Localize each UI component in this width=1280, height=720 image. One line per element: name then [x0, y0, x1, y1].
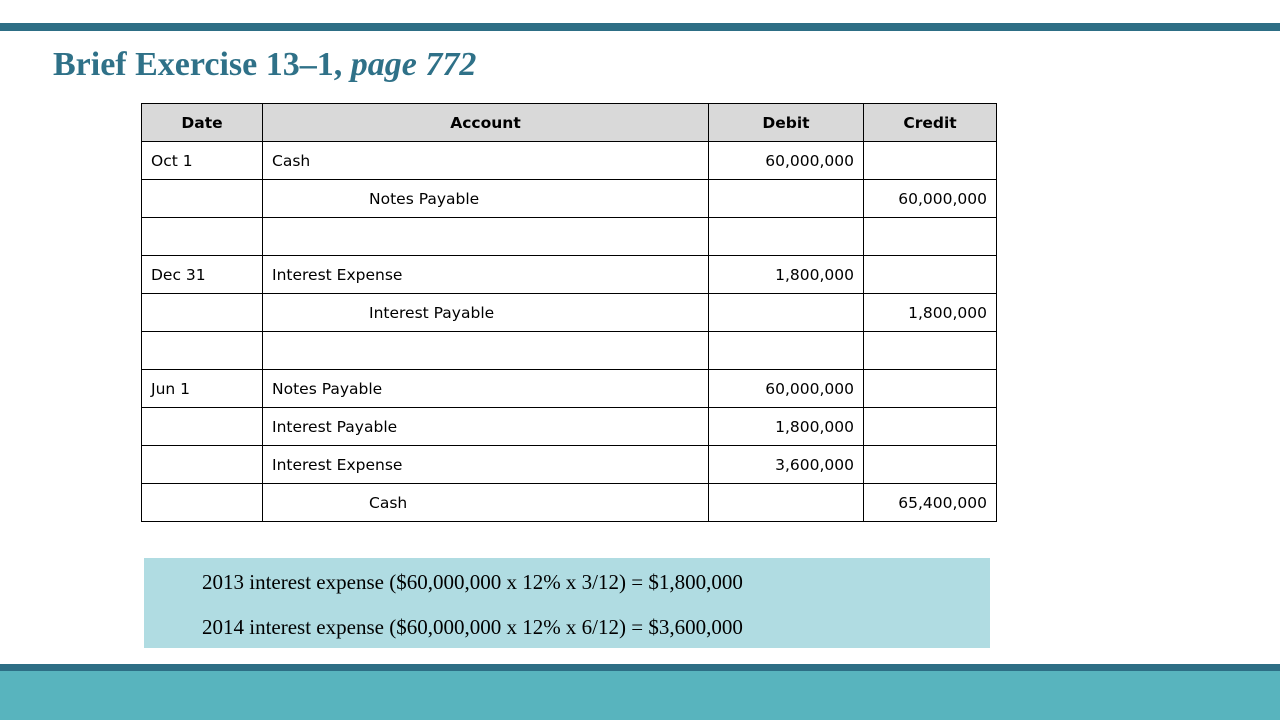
cell-account: Cash: [263, 142, 709, 180]
table-row: [142, 446, 997, 484]
header-date: Date: [142, 104, 263, 142]
cell-credit: 60,000,000: [864, 180, 997, 218]
cell-credit: [864, 408, 997, 446]
interest-note-2013: 2013 interest expense ($60,000,000 x 12% x 3/12) = $1,800,000: [202, 570, 743, 594]
top-accent-bar: [0, 23, 1280, 31]
cell-debit: [709, 484, 864, 522]
cell-date: Dec 31: [142, 256, 263, 294]
cell-date: [142, 408, 263, 446]
cell-credit: [864, 370, 997, 408]
cell-date: Jun 1: [142, 370, 263, 408]
table-row: [142, 332, 997, 370]
title-page-ref: page 772: [350, 46, 477, 83]
header-account: Account: [263, 104, 709, 142]
cell-date: [142, 484, 263, 522]
cell-credit: [864, 142, 997, 180]
cell-date: Oct 1: [142, 142, 263, 180]
cell-debit: 3,600,000: [709, 446, 864, 484]
table-row: [142, 180, 997, 218]
cell-account: Interest Payable: [263, 408, 709, 446]
table-row: [142, 370, 997, 408]
interest-note-2014: 2014 interest expense ($60,000,000 x 12% x 6/12) = $3,600,000: [202, 615, 743, 639]
cell-account: [263, 218, 709, 256]
journal-entry-table: [141, 103, 997, 522]
cell-debit: 1,800,000: [709, 408, 864, 446]
cell-date: [142, 446, 263, 484]
header-credit: Credit: [864, 104, 997, 142]
cell-credit: [864, 332, 997, 370]
cell-account: Cash: [263, 484, 709, 522]
cell-account: Interest Expense: [263, 446, 709, 484]
cell-credit: [864, 218, 997, 256]
cell-credit: [864, 256, 997, 294]
cell-credit: [864, 446, 997, 484]
cell-debit: 60,000,000: [709, 142, 864, 180]
cell-date: [142, 180, 263, 218]
bottom-accent-bar: [0, 671, 1280, 720]
interest-calculation-box: [144, 558, 990, 648]
cell-debit: 60,000,000: [709, 370, 864, 408]
cell-account: Notes Payable: [263, 370, 709, 408]
title-main: Brief Exercise 13–1,: [53, 46, 351, 83]
cell-debit: [709, 180, 864, 218]
table-row: [142, 218, 997, 256]
cell-date: [142, 294, 263, 332]
slide-title: [53, 46, 476, 84]
table-header-row: [142, 104, 997, 142]
cell-debit: [709, 332, 864, 370]
table-row: [142, 408, 997, 446]
cell-date: [142, 218, 263, 256]
cell-credit: 65,400,000: [864, 484, 997, 522]
cell-account: Interest Expense: [263, 256, 709, 294]
table-row: [142, 484, 997, 522]
cell-account: Notes Payable: [263, 180, 709, 218]
cell-debit: [709, 294, 864, 332]
cell-date: [142, 332, 263, 370]
cell-credit: 1,800,000: [864, 294, 997, 332]
table-row: [142, 256, 997, 294]
bottom-accent-stripe: [0, 664, 1280, 671]
table-row: [142, 142, 997, 180]
cell-debit: [709, 218, 864, 256]
cell-account: [263, 332, 709, 370]
table-row: [142, 294, 997, 332]
cell-debit: 1,800,000: [709, 256, 864, 294]
header-debit: Debit: [709, 104, 864, 142]
cell-account: Interest Payable: [263, 294, 709, 332]
